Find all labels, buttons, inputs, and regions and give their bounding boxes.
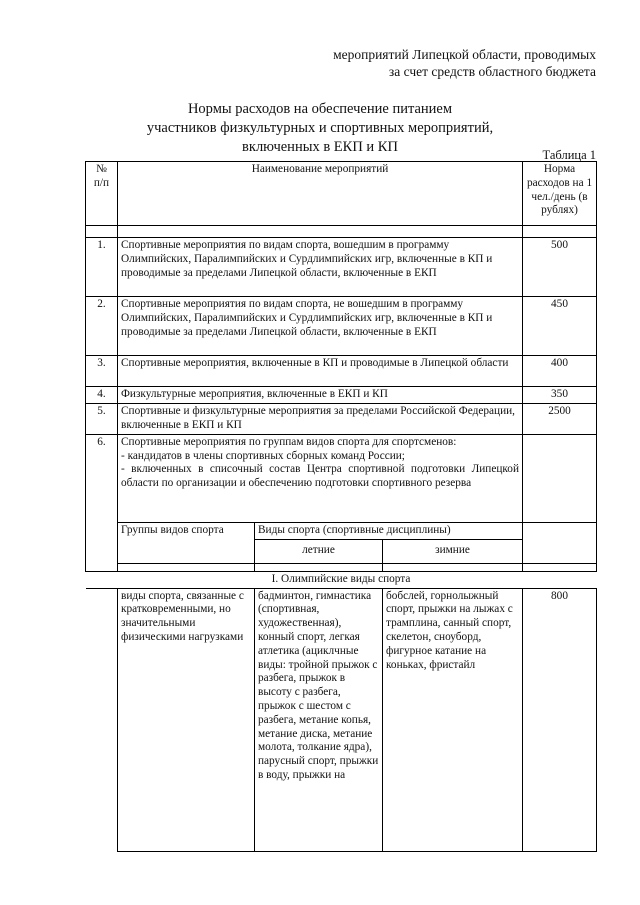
row-norm: 450: [523, 297, 597, 356]
row-name: Спортивные и физкультурные мероприятия за пределами Российской Федерации, включенные в ЕКП и КП: [118, 403, 523, 434]
sub-header-row: [86, 522, 597, 539]
table-row: [86, 434, 597, 522]
table-label: Таблица 1: [542, 148, 596, 162]
row-name: Спортивные мероприятия по видам спорта, не вошедшим в программу Олимпийских, Паралимпийских и Сурдлимпийских игр, включенные в КП и проводимые за пределами Липецкой области, включенные в ЕКП: [118, 297, 523, 356]
row-name: Физкультурные мероприятия, включенные в ЕКП и КП: [118, 387, 523, 404]
row-num: 5.: [86, 403, 118, 434]
row-norm: [523, 434, 597, 522]
table-row: [86, 238, 597, 297]
table-row: [86, 356, 597, 387]
sport-group: виды спорта, связанные с кратковременными, но значительными физическими нагрузками: [118, 588, 255, 851]
row-norm: 2500: [523, 403, 597, 434]
row-num: 6.: [86, 434, 118, 522]
sub-header-kinds: Виды спорта (спортивные дисциплины): [255, 522, 523, 539]
document-title-line-1: Нормы расходов на обеспечение питанием: [187, 101, 453, 117]
row-norm: 500: [523, 238, 597, 297]
spacer-row: [86, 563, 597, 571]
row-num: 3.: [86, 356, 118, 387]
sub-header-winter: зимние: [383, 539, 523, 563]
row-norm: 400: [523, 356, 597, 387]
row-num: 4.: [86, 387, 118, 404]
table-header-row: [86, 162, 597, 226]
row-norm: 350: [523, 387, 597, 404]
col-header-name: Наименование мероприятий: [118, 162, 523, 226]
table-row: [86, 297, 597, 356]
row-num: 1.: [86, 238, 118, 297]
header-line-2: за счет средств областного бюджета: [388, 64, 596, 79]
row-name: Спортивные мероприятия, включенные в КП и проводимые в Липецкой области: [118, 356, 523, 387]
table-row: [86, 387, 597, 404]
document-title-line-2: участников физкультурных и спортивных мероприятий,: [146, 120, 494, 136]
document-title-line-3: включенных в ЕКП и КП: [242, 139, 398, 155]
norms-table: [85, 161, 597, 852]
header-line-1: мероприятий Липецкой области, проводимых: [333, 47, 596, 62]
row-name: Спортивные мероприятия по группам видов спорта для спортсменов: - кандидатов в члены спортивных сборных команд России; - включенных в списочный состав Центра спортивной подготовки Липецкой области по организации и обеспечению подготовки спортивного резерва: [118, 434, 523, 522]
row-num: 2.: [86, 297, 118, 356]
col-header-norm: Норма расходов на 1 чел./день (в рублях): [523, 162, 597, 226]
sport-norm: 800: [523, 588, 597, 851]
spacer-row: [86, 226, 597, 238]
sport-summer: бадминтон, гимнастика (спортивная, художественная), конный спорт, легкая атлетика (ациклчные виды: тройной прыжок с разбега, прыжок в высоту с разбега, прыжок с шестом с разбега, метание копья, метание диска, метание молота, толкание ядра), парусный спорт, прыжки в воду, прыжки на: [255, 588, 383, 851]
table-row: [86, 403, 597, 434]
sport-row: [86, 588, 597, 851]
sub-header-summer: летние: [255, 539, 383, 563]
sub-header-groups: Группы видов спорта: [118, 522, 255, 563]
section-title: I. Олимпийские виды спорта: [86, 571, 597, 588]
section-row: [86, 571, 597, 588]
row-name: Спортивные мероприятия по видам спорта, вошедшим в программу Олимпийских, Паралимпийских и Сурдлимпийских игр, включенные в КП и проводимые за пределами Липецкой области, включенные в ЕКП: [118, 238, 523, 297]
col-header-num: № п/п: [86, 162, 118, 226]
sport-winter: бобслей, горнолыжный спорт, прыжки на лыжах с трамплина, санный спорт, скелетон, сноуборд, фигурное катание на коньках, фристайл: [383, 588, 523, 851]
